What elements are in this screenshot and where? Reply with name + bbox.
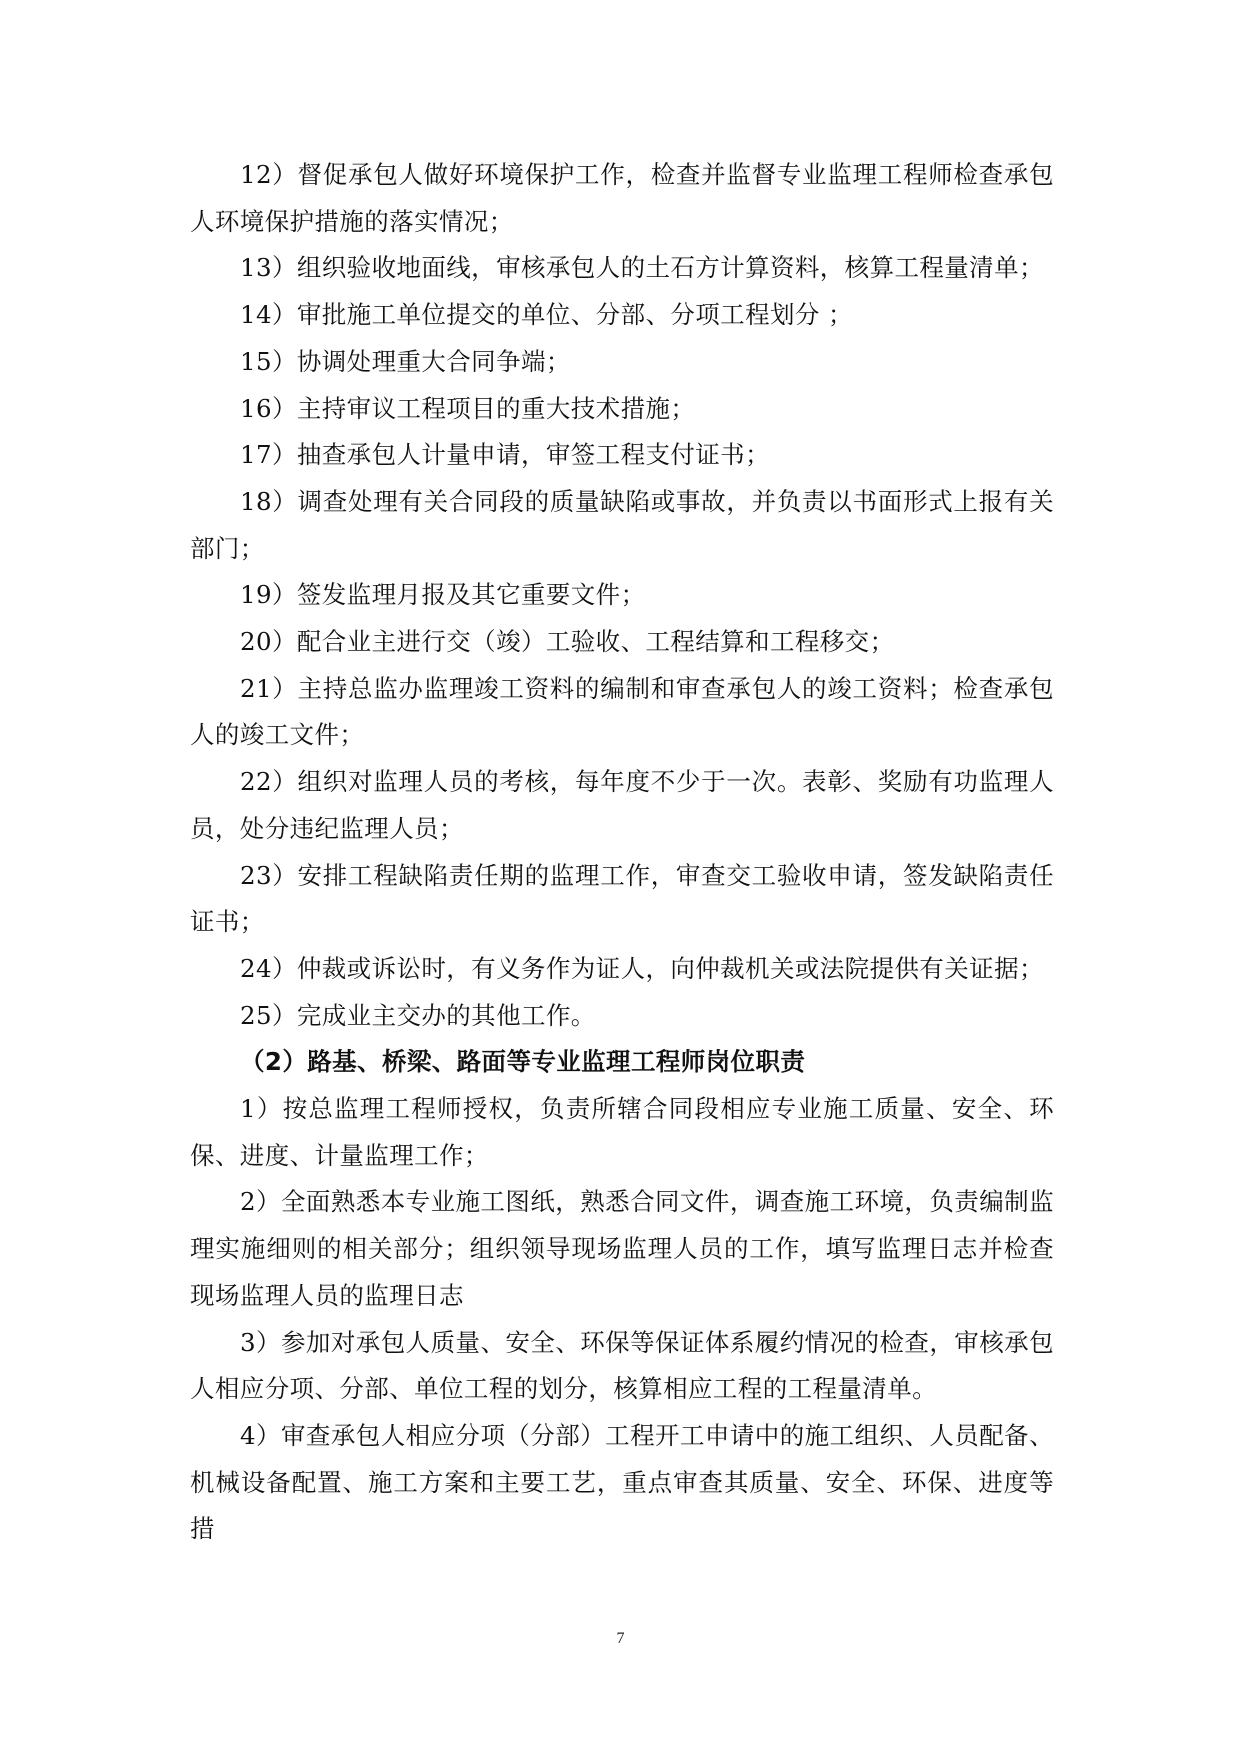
paragraph-item-25: 25）完成业主交办的其他工作。 <box>240 1000 596 1030</box>
paragraph-item-16: 16）主持审议工程项目的重大技术措施； <box>240 393 696 423</box>
paragraph-item-24: 24）仲裁或诉讼时，有义务作为证人，向仲裁机关或法院提供有关证据； <box>240 953 1044 983</box>
paragraph-item-22: 22）组织对监理人员的考核，每年度不少于一次。表彰、奖励有功监理人员，处分违纪监理人员； <box>190 767 1054 843</box>
page-number: 7 <box>616 1630 625 1647</box>
paragraph-item-21: 21）主持总监办监理竣工资料的编制和审查承包人的竣工资料；检查承包人的竣工文件； <box>190 673 1054 750</box>
paragraph-item-18: 18）调查处理有关合同段的质量缺陷或事故，并负责以书面形式上报有关部门； <box>190 486 1054 563</box>
paragraph-item-12: 12）督促承包人做好环境保护工作，检查并监督专业监理工程师检查承包人环境保护措施的落实情况； <box>190 160 1054 236</box>
paragraph-item-15: 15）协调处理重大合同争端； <box>240 346 571 376</box>
section-heading: （2）路基、桥梁、路面等专业监理工程师岗位职责 <box>240 1047 806 1077</box>
paragraph-item-1: 1）按总监理工程师授权，负责所辖合同段相应专业施工质量、安全、环保、进度、计量监理工作； <box>190 1094 1054 1170</box>
paragraph-item-17: 17）抽查承包人计量申请，审签工程支付证书； <box>240 440 770 470</box>
document-body <box>190 152 1054 1553</box>
paragraph-item-13: 13）组织验收地面线，审核承包人的土石方计算资料，核算工程量清单； <box>240 253 1044 283</box>
paragraph-item-23: 23）安排工程缺陷责任期的监理工作，审查交工验收申请，签发缺陷责任证书； <box>190 860 1054 937</box>
paragraph-item-2: 2）全面熟悉本专业施工图纸，熟悉合同文件，调查施工环境，负责编制监理实施细则的相关部分；组织领导现场监理人员的工作，填写监理日志并检查现场监理人员的监理日志 <box>190 1187 1054 1310</box>
paragraph-item-20: 20）配合业主进行交（竣）工验收、工程结算和工程移交； <box>240 627 895 657</box>
paragraph-item-4: 4）审查承包人相应分项（分部）工程开工申请中的施工组织、人员配备、机械设备配置、施工方案和主要工艺，重点审查其质量、安全、环保、进度等措 <box>190 1420 1054 1544</box>
paragraph-item-14: 14）审批施工单位提交的单位、分部、分项工程划分 ； <box>240 300 853 330</box>
paragraph-item-19: 19）签发监理月报及其它重要文件； <box>240 580 646 610</box>
paragraph-item-3: 3）参加对承包人质量、安全、环保等保证体系履约情况的检查，审核承包人相应分项、分部、单位工程的划分，核算相应工程的工程量清单。 <box>190 1327 1054 1404</box>
